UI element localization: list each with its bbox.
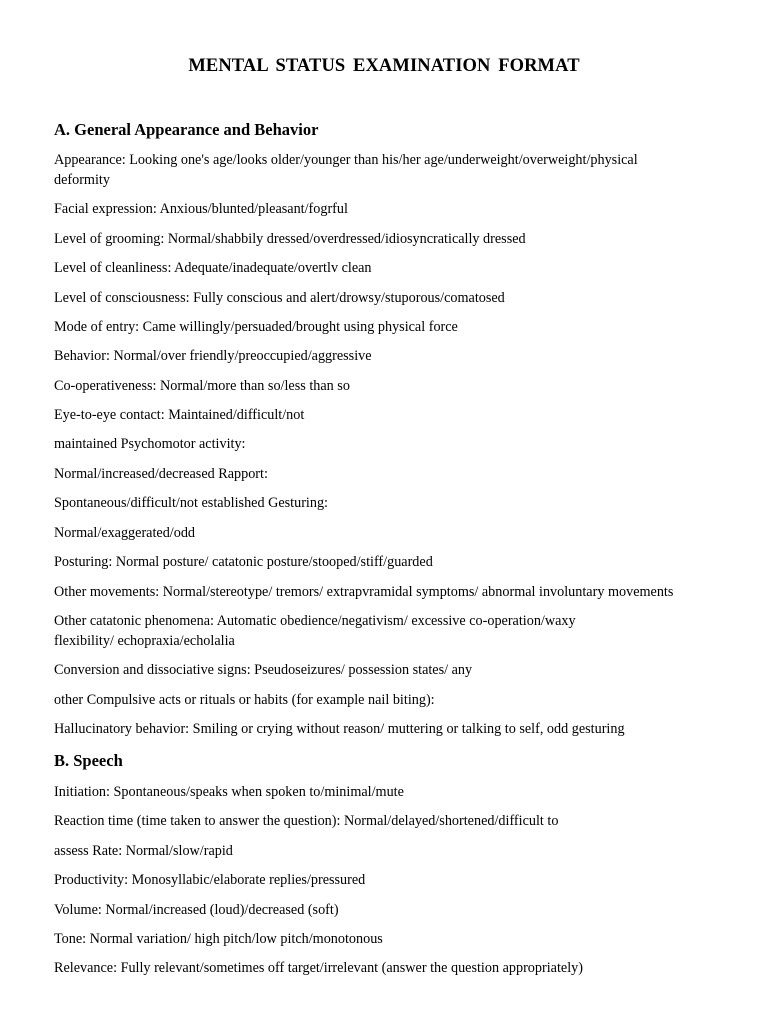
line-eye-contact: Eye-to-eye contact: Maintained/difficult/not: [54, 407, 305, 423]
line-appearance: Appearance: Looking one's age/looks older/younger than his/her age/underweight/overweight/physical deformity: [54, 152, 638, 188]
line-co-operativeness: Co-operativeness: Normal/more than so/less than so: [54, 378, 350, 394]
line-facial-expression: Facial expression: Anxious/blunted/pleasant/fogrful: [54, 201, 348, 217]
line-reaction-time: Reaction time (time taken to answer the question): Normal/delayed/shortened/difficult to: [54, 813, 559, 829]
line-rapport: Normal/increased/decreased Rapport:: [54, 466, 268, 482]
line-mode-of-entry: Mode of entry: Came willingly/persuaded/brought using physical force: [54, 319, 458, 335]
section-heading-general-appearance: A. General Appearance and Behavior: [54, 120, 319, 139]
line-catatonic-phenomena: Other catatonic phenomena: Automatic obedience/negativism/ excessive co-operation/waxy flexibility/ echopraxia/echolalia: [54, 613, 576, 649]
line-relevance: Relevance: Fully relevant/sometimes off target/irrelevant (answer the question appropriately): [54, 960, 583, 976]
line-other-movements: Other movements: Normal/stereotype/ tremors/ extrapvramidal symptoms/ abnormal involuntary movements: [54, 584, 674, 600]
line-compulsive-acts: other Compulsive acts or rituals or habits (for example nail biting):: [54, 692, 435, 708]
line-tone: Tone: Normal variation/ high pitch/low pitch/monotonous: [54, 931, 383, 947]
line-gesturing-options: Normal/exaggerated/odd: [54, 525, 196, 541]
line-volume: Volume: Normal/increased (loud)/decreased (soft): [54, 902, 339, 918]
line-gesturing: Spontaneous/difficult/not established Gesturing:: [54, 495, 328, 511]
line-psychomotor-activity: maintained Psychomotor activity:: [54, 436, 246, 452]
line-rate: assess Rate: Normal/slow/rapid: [54, 843, 233, 859]
line-hallucinatory-behavior: Hallucinatory behavior: Smiling or crying without reason/ muttering or talking to self, odd gesturing: [54, 721, 625, 737]
document-title: MENTAL STATUS EXAMINATION FORMAT: [188, 56, 580, 76]
line-initiation: Initiation: Spontaneous/speaks when spoken to/minimal/mute: [54, 784, 404, 800]
line-behavior: Behavior: Normal/over friendly/preoccupied/aggressive: [54, 348, 372, 364]
line-productivity: Productivity: Monosyllabic/elaborate replies/pressured: [54, 872, 366, 888]
line-posturing: Posturing: Normal posture/ catatonic posture/stooped/stiff/guarded: [54, 554, 433, 570]
line-level-of-cleanliness: Level of cleanliness: Adequate/inadequate/overtlv clean: [54, 260, 372, 276]
section-heading-speech: B. Speech: [54, 751, 123, 770]
line-level-of-consciousness: Level of consciousness: Fully conscious and alert/drowsy/stuporous/comatosed: [54, 290, 505, 306]
line-level-of-grooming: Level of grooming: Normal/shabbily dressed/overdressed/idiosyncratically dressed: [54, 231, 526, 247]
line-conversion-dissociative: Conversion and dissociative signs: Pseudoseizures/ possession states/ any: [54, 662, 473, 678]
